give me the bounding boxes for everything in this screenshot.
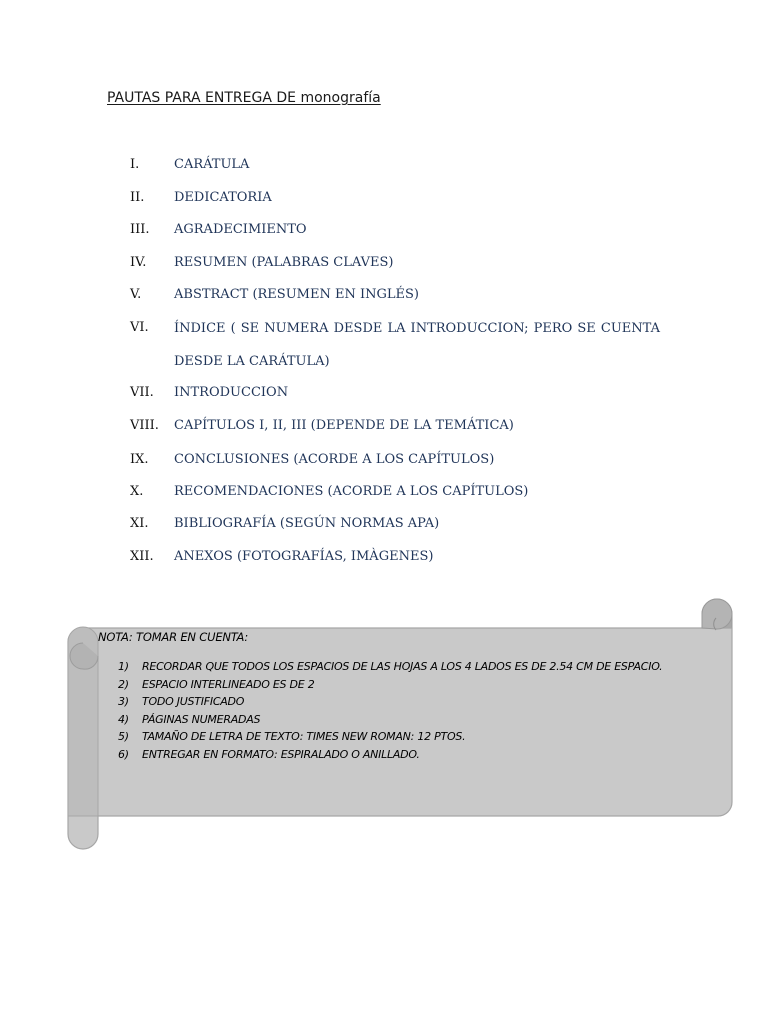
outline-item (130, 549, 660, 569)
note-item-text: TODO JUSTIFICADO (142, 695, 245, 708)
outline-text: RESUMEN (PALABRAS CLAVES) (174, 255, 394, 270)
scroll-curl-right-front (702, 599, 732, 629)
outline-item (130, 452, 660, 472)
outline-text (174, 312, 660, 378)
note-item-number: 6) (118, 747, 129, 761)
note-item (118, 660, 718, 678)
outline-numeral: X. (130, 484, 144, 499)
outline-text: CONCLUSIONES (ACORDE A LOS CAPÍTULOS) (174, 452, 495, 467)
outline-text: AGRADECIMIENTO (174, 222, 307, 237)
outline-item (130, 287, 660, 307)
note-item-number: 4) (118, 712, 129, 726)
note-item (118, 748, 718, 766)
outline-numeral: VIII. (130, 418, 159, 433)
note-item-number: 5) (118, 730, 129, 743)
outline-numeral: II. (130, 190, 145, 205)
note-item-text: ENTREGAR EN FORMATO: ESPIRALADO O ANILLADO. (142, 747, 420, 761)
note-item-text: TAMAÑO DE LETRA DE TEXTO: TIMES NEW ROMAN: 12 PTOS. (142, 730, 466, 743)
outline-item (130, 255, 660, 275)
outline-numeral: III. (130, 222, 150, 237)
outline-text: ABSTRACT (RESUMEN EN INGLÉS) (174, 287, 419, 302)
note-item (118, 713, 718, 731)
outline-item (130, 222, 660, 242)
outline-text: DEDICATORIA (174, 190, 272, 205)
document-title: PAUTAS PARA ENTREGA DE monografía (107, 90, 381, 106)
outline-text: RECOMENDACIONES (ACORDE A LOS CAPÍTULOS) (174, 484, 529, 499)
note-item-number: 3) (118, 695, 129, 708)
outline-item (130, 516, 660, 536)
outline-numeral: I. (130, 157, 140, 172)
outline-numeral: IX. (130, 452, 149, 467)
outline-text: BIBLIOGRAFÍA (SEGÚN NORMAS APA) (174, 516, 440, 531)
outline-numeral: IV. (130, 255, 147, 270)
note-list (118, 660, 718, 765)
note-item (118, 678, 718, 696)
outline-numeral: XI. (130, 516, 149, 531)
note-item (118, 695, 718, 713)
outline-text: CAPÍTULOS I, II, III (DEPENDE DE LA TEMÁTICA) (174, 418, 514, 433)
outline-numeral: V. (130, 287, 142, 302)
note-item-number: 2) (118, 677, 129, 691)
note-item-text: PÁGINAS NUMERADAS (142, 712, 261, 726)
outline-item (130, 190, 660, 210)
note-item-text: RECORDAR QUE TODOS LOS ESPACIOS DE LAS HOJAS A LOS 4 LADOS ES DE 2.54 CM DE ESPACIO. (142, 660, 663, 673)
outline-item (130, 157, 660, 177)
outline-item (130, 418, 660, 438)
outline-text: ANEXOS (FOTOGRAFÍAS, IMÀGENES) (174, 549, 434, 564)
outline-text: CARÁTULA (174, 157, 250, 172)
note-title: NOTA: TOMAR EN CUENTA: (98, 630, 249, 644)
outline-text-line: ÍNDICE ( SE NUMERA DESDE LA INTRODUCCION; PERO SE CUENTA (174, 321, 660, 336)
note-item-number: 1) (118, 660, 129, 673)
outline-numeral: VI. (130, 320, 149, 335)
note-item (118, 730, 718, 748)
note-item-text: ESPACIO INTERLINEADO ES DE 2 (142, 677, 315, 691)
outline-item (130, 484, 660, 504)
outline-text: INTRODUCCION (174, 385, 289, 400)
outline-numeral: XII. (130, 549, 154, 564)
outline-item (130, 385, 660, 405)
outline-text-line: DESDE LA CARÁTULA) (174, 354, 330, 369)
outline-item (130, 320, 660, 374)
outline-numeral: VII. (130, 385, 154, 400)
